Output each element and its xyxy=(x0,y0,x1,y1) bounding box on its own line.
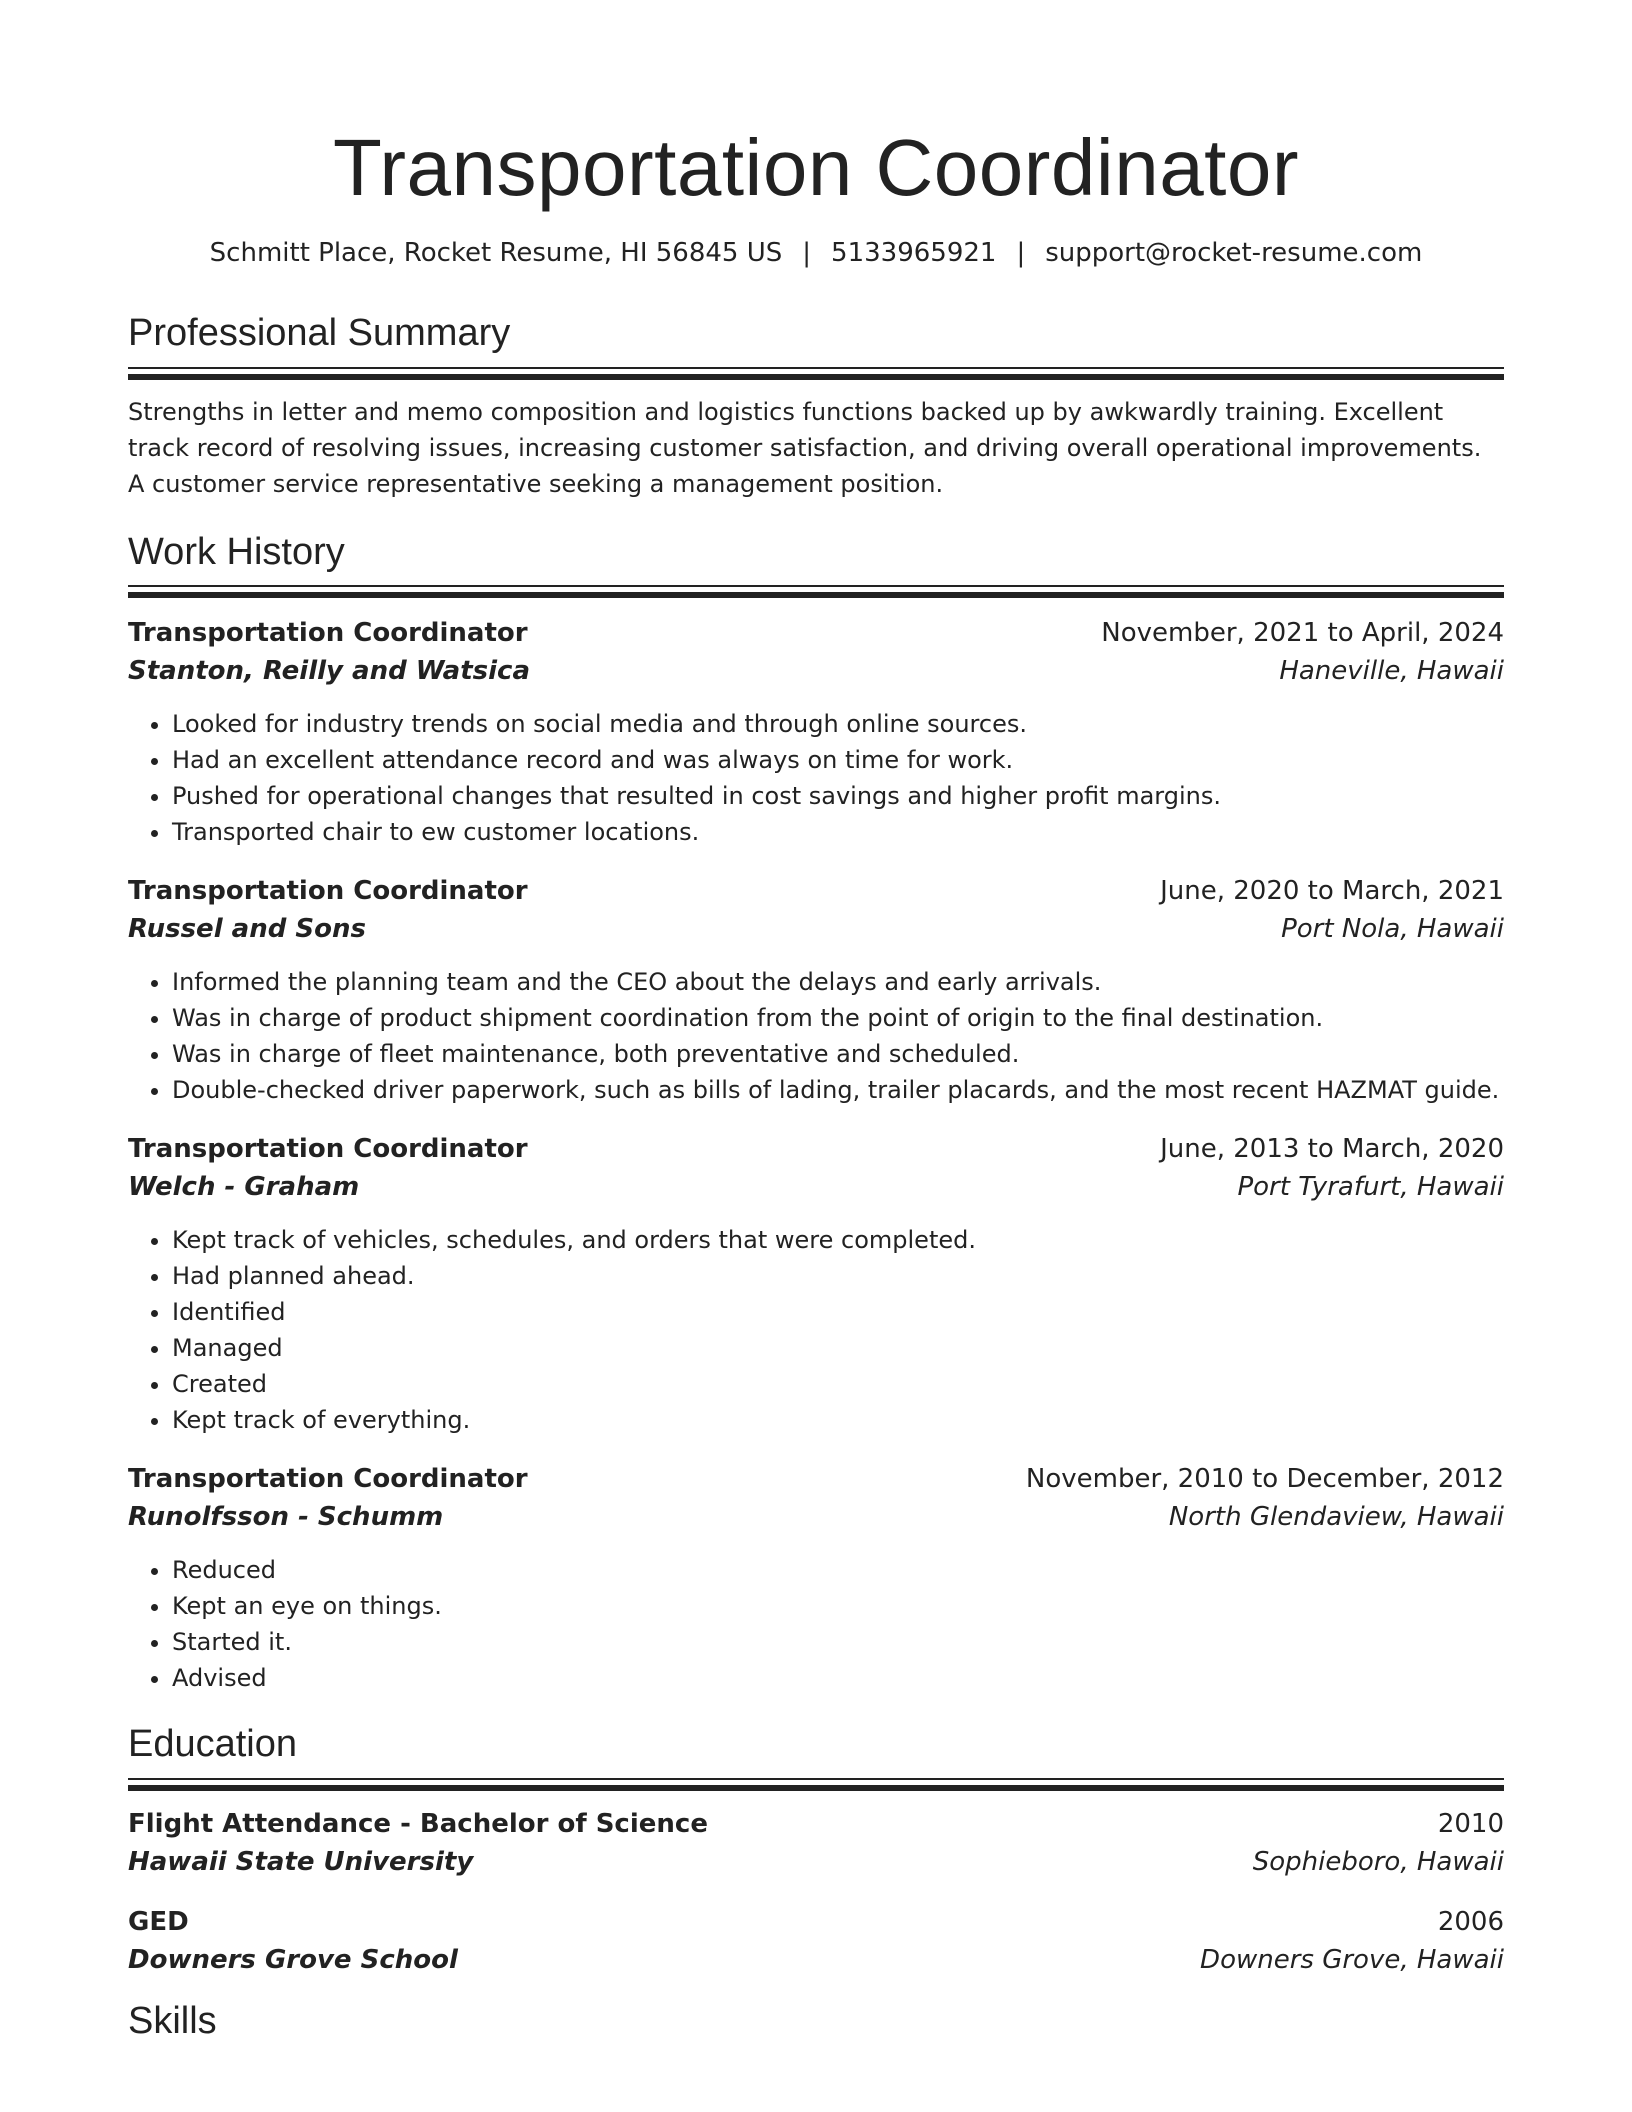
job-bullet: • Kept an eye on things. xyxy=(172,1588,1504,1624)
job-bullet: • Identified xyxy=(172,1294,1504,1330)
job-bullet: • Had planned ahead. xyxy=(172,1258,1504,1294)
summary-section xyxy=(128,311,1504,502)
resume-name: Transportation Coordinator xyxy=(332,123,1300,212)
education-entry xyxy=(128,1805,1504,1881)
education-entry xyxy=(128,1903,1504,1979)
job-bullet: • Managed xyxy=(172,1330,1504,1366)
job-bullets xyxy=(128,1222,1504,1438)
contact-address: Schmitt Place, Rocket Resume, HI 56845 US xyxy=(209,238,783,268)
skills-section xyxy=(128,1999,1504,2045)
job-company: Russel and Sons xyxy=(128,914,366,945)
education-location: Sophieboro, Hawaii xyxy=(1252,1846,1504,1877)
contact-email[interactable]: support@rocket-resume.com xyxy=(1045,238,1423,268)
job-bullet: • Advised xyxy=(172,1660,1504,1696)
contact-phone: 5133965921 xyxy=(831,238,997,268)
work-heading: Work History xyxy=(128,530,345,573)
job-title: Transportation Coordinator xyxy=(128,618,528,649)
job-bullet: • Transported chair to ew customer locations. xyxy=(172,814,1504,850)
job-bullet: • Kept track of everything. xyxy=(172,1402,1504,1438)
section-rule xyxy=(128,367,1504,380)
job-bullet: • Created xyxy=(172,1366,1504,1402)
job-bullet: • Started it. xyxy=(172,1624,1504,1660)
education-heading: Education xyxy=(128,1723,298,1766)
job-bullet: • Kept track of vehicles, schedules, and orders that were completed. xyxy=(172,1222,1504,1258)
job-company: Runolfsson - Schumm xyxy=(128,1502,444,1533)
contact-separator: | xyxy=(1016,238,1026,268)
education-school: Hawaii State University xyxy=(128,1846,474,1877)
job-bullets xyxy=(128,1552,1504,1696)
summary-text: Strengths in letter and memo composition and logistics functions backed up by awkwardly training. Excellent track record of resolving issues, increasing customer satisfaction, and driving overall operational improvements. A customer service representative seeking a management position. xyxy=(128,397,1482,498)
job-entry xyxy=(128,614,1504,850)
job-dates: November, 2010 to December, 2012 xyxy=(1025,1464,1504,1495)
job-title: Transportation Coordinator xyxy=(128,1134,528,1165)
job-bullet: • Was in charge of product shipment coordination from the point of origin to the final destination. xyxy=(172,1000,1504,1036)
job-bullet: • Was in charge of fleet maintenance, both preventative and scheduled. xyxy=(172,1036,1504,1072)
job-title: Transportation Coordinator xyxy=(128,1464,528,1495)
job-bullet: • Had an excellent attendance record and was always on time for work. xyxy=(172,742,1504,778)
job-bullets xyxy=(128,964,1504,1108)
job-title: Transportation Coordinator xyxy=(128,876,528,907)
job-entry xyxy=(128,872,1504,1108)
work-section xyxy=(128,530,1504,1697)
education-year: 2010 xyxy=(1437,1808,1504,1839)
contact-line xyxy=(128,238,1504,269)
education-section xyxy=(128,1722,1504,1979)
job-location: Port Tyrafurt, Hawaii xyxy=(1237,1172,1504,1203)
job-location: North Glendaview, Hawaii xyxy=(1168,1502,1504,1533)
section-rule xyxy=(128,1778,1504,1791)
job-bullet: • Double-checked driver paperwork, such as bills of lading, trailer placards, and the most recent HAZMAT guide. xyxy=(172,1072,1504,1108)
job-bullets xyxy=(128,706,1504,850)
education-location: Downers Grove, Hawaii xyxy=(1200,1944,1504,1975)
skills-heading: Skills xyxy=(128,1999,217,2042)
section-rule xyxy=(128,585,1504,598)
job-location: Port Nola, Hawaii xyxy=(1281,914,1504,945)
job-dates: November, 2021 to April, 2024 xyxy=(1101,618,1504,649)
job-bullet: • Looked for industry trends on social media and through online sources. xyxy=(172,706,1504,742)
education-degree: Flight Attendance - Bachelor of Science xyxy=(128,1808,708,1839)
summary-heading: Professional Summary xyxy=(128,312,511,355)
job-bullet: • Informed the planning team and the CEO about the delays and early arrivals. xyxy=(172,964,1504,1000)
job-entry xyxy=(128,1460,1504,1696)
job-dates: June, 2013 to March, 2020 xyxy=(1160,1134,1504,1165)
job-company: Welch - Graham xyxy=(128,1172,360,1203)
job-bullet: • Pushed for operational changes that resulted in cost savings and higher profit margins. xyxy=(172,778,1504,814)
job-company: Stanton, Reilly and Watsica xyxy=(128,656,530,687)
education-school: Downers Grove School xyxy=(128,1944,458,1975)
contact-separator: | xyxy=(802,238,812,268)
job-entry xyxy=(128,1130,1504,1438)
job-location: Haneville, Hawaii xyxy=(1279,656,1504,687)
education-year: 2006 xyxy=(1437,1906,1504,1937)
resume-content xyxy=(128,0,1504,2045)
education-degree: GED xyxy=(128,1906,189,1937)
job-dates: June, 2020 to March, 2021 xyxy=(1160,876,1504,907)
job-bullet: • Reduced xyxy=(172,1552,1504,1588)
